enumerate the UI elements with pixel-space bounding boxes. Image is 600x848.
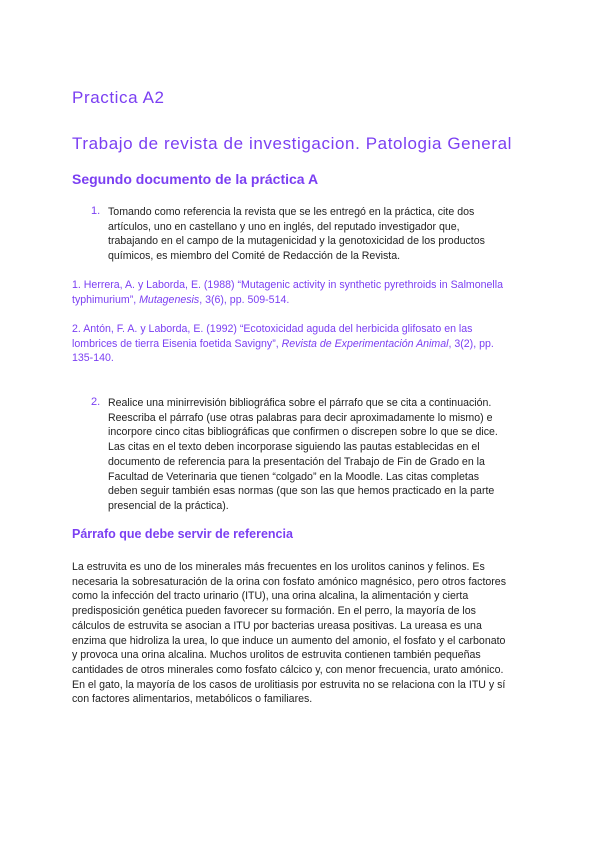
text-segment: , 3(2), pp. [448,337,494,350]
text-line: cantidades de otros minerales como fosfato cálcico y, con menor frecuencia, urato amónico. [72,663,504,676]
text-line: presencial de la práctica). [108,499,229,512]
text-line: 1. Herrera, A. y Laborda, E. (1988) “Mutagenic activity in synthetic pyrethroids in Salmonella [72,279,504,291]
text-segment: , 3(6), pp. 509-514. [199,293,290,306]
item-2-number: 2. [91,396,101,408]
text-line: predisposición genética pueden favorecer su formación. En el perro, la mayoría de los [72,605,476,618]
text-line: químicos, es miembro del Comité de Redacción de la Revista. [108,250,401,263]
text-line: Tomando como referencia la revista que se les entregó en la práctica, cite dos [108,206,475,218]
text-line: artículos, uno en castellano y uno en inglés, del reputado investigador que, [108,220,460,233]
text-segment: typhimurium”, [72,293,140,306]
text-segment: lombrices de tierra Eisenia foetida Savigny”, [72,337,282,350]
text-line: Facultad de Veterinaria que tienen “colgado” en la Moodle. Las citas completas [108,470,480,483]
text-line: En el gato, la mayoría de los casos de urolitiasis por estruvita no se relaciona con la ITU y sí [72,678,506,691]
text-line: cálculos de estruvita se asocian a ITU por bacterias ureasa positivas. La ureasa es una [72,619,482,632]
reference-paragraph [72,560,506,707]
document-subtitle: Trabajo de revista de investigacion. Patologia General [72,134,513,153]
text-line: 2. Antón, F. A. y Laborda, E. (1992) “Ecotoxicidad aguda del herbicida glifosato en las [72,323,473,335]
text-line: como la infección del tracto urinario (ITU), una orina alcalina, la alimentación y cierta [72,590,469,603]
text-line: con factores alimentarios, metabólicos o familiares. [72,693,313,706]
text-line: Las citas en el texto deben incorporase siguiendo las pautas establecidas en el [108,441,480,454]
text-line: Reescriba el párrafo (use otras palabras para decir aproximadamente lo mismo) e [108,411,493,424]
item-1-number: 1. [91,205,101,217]
item-1-text [108,205,485,264]
reference-2 [72,322,494,366]
text-line: La estruvita es uno de los minerales más frecuentes en los urolitos caninos y felinos. Es [72,561,485,573]
text-line: deben seguir también esas normas (que son las que hemos practicado en la parte [108,485,495,498]
page-title: Practica A2 [72,88,165,107]
text-line: incorpore cinco citas bibliográficas que confirmen o discrepen sobre lo que se dice. [108,426,498,439]
text-line: Realice una minirrevisión bibliográfica sobre el párrafo que se cita a continuación. [108,397,492,409]
text-line: 135-140. [72,352,114,365]
reference-paragraph-heading: Párrafo que debe servir de referencia [72,527,293,541]
text-line: enzima que hidroliza la urea, lo que induce un aumento del amonio, el fosfato y el carbonato [72,634,506,647]
text-line: documento de referencia para la presentación del Trabajo de Fin de Grado en la [108,455,485,468]
text-line: y provoca una orina alcalina. Muchos urolitos de estruvita contienen también pequeñas [72,649,481,662]
text-line: trabajando en el campo de la mutagenicidad y la genotoxicidad de los productos [108,235,485,248]
text-line: necesaria la sobresaturación de la orina con fosfato amónico magnésico, pero otros factores [72,575,506,588]
journal-name: Revista de Experimentación Animal [281,337,449,350]
section-heading: Segundo documento de la práctica A [72,171,319,187]
journal-name: Mutagenesis [139,293,200,306]
reference-1 [72,278,503,307]
item-2-text [108,396,498,514]
